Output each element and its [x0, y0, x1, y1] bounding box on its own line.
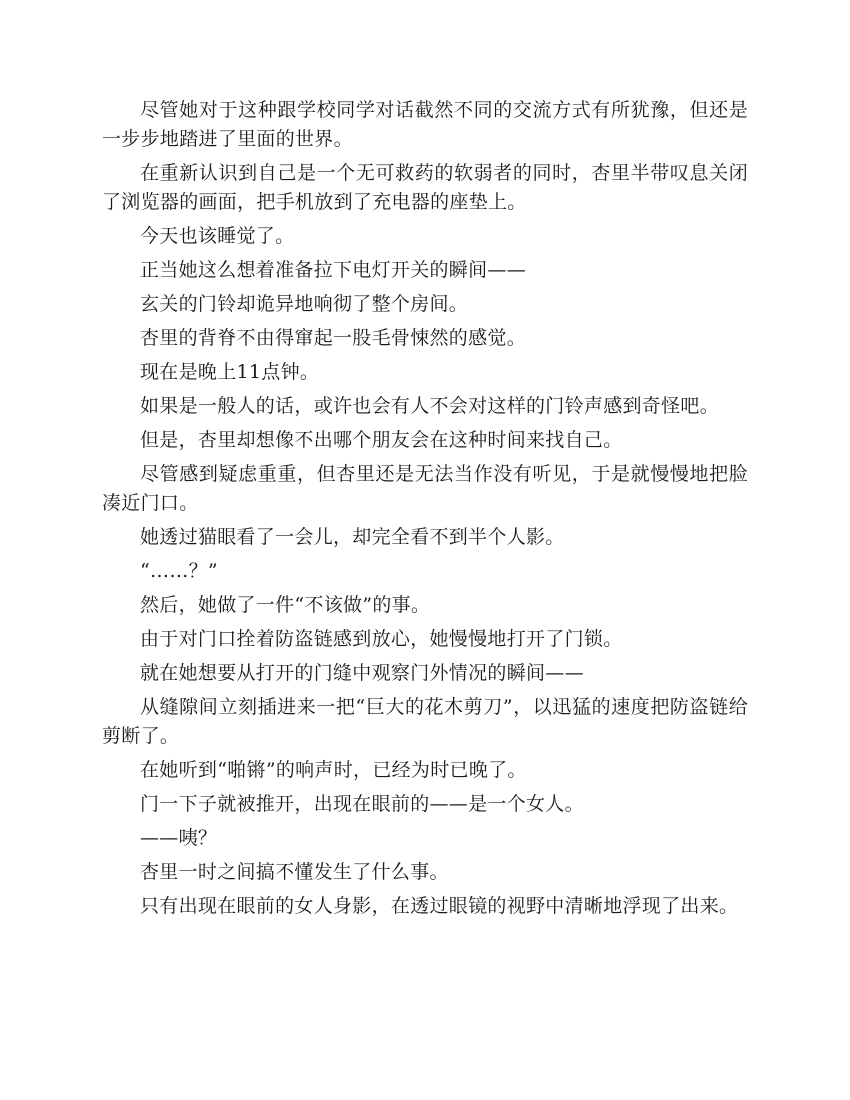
paragraph: 杏里的背脊不由得窜起一股毛骨悚然的感觉。: [140, 327, 527, 349]
paragraph: 杏里一时之间搞不懂发生了什么事。: [140, 861, 449, 883]
paragraph: 尽管她对于这种跟学校同学对话截然不同的交流方式有所犹豫，但还是一步步地踏进了里面的世界。: [102, 99, 748, 150]
paragraph: ——咦？: [140, 827, 218, 849]
paragraph: 在她听到“啪锵”的响声时，已经为时已晚了。: [140, 759, 527, 781]
paragraph: 门一下子就被推开，出现在眼前的——是一个女人。: [140, 793, 584, 815]
paragraph: 她透过猫眼看了一会儿，却完全看不到半个人影。: [140, 526, 565, 548]
paragraph: 如果是一般人的话，或许也会有人不会对这样的门铃声感到奇怪吧。: [140, 395, 720, 417]
paragraph: 正当她这么想着准备拉下电灯开关的瞬间——: [140, 259, 527, 281]
paragraph: 只有出现在眼前的女人身影，在透过眼镜的视野中清晰地浮现了出来。: [140, 895, 739, 917]
paragraph: 今天也该睡觉了。: [140, 225, 295, 247]
paragraph: 然后，她做了一件“不该做”的事。: [140, 594, 431, 616]
paragraph: 就在她想要从打开的门缝中观察门外情况的瞬间——: [140, 662, 584, 684]
paragraph: 玄关的门铃却诡异地响彻了整个房间。: [140, 293, 469, 315]
document-page: [102, 96, 748, 926]
paragraph: 现在是晚上11点钟。: [140, 361, 320, 383]
paragraph: 尽管感到疑虑重重，但杏里还是无法当作没有听见，于是就慢慢地把脸凑近门口。: [102, 463, 748, 514]
paragraph: 但是，杏里却想像不出哪个朋友会在这种时间来找自己。: [140, 429, 623, 451]
paragraph: “……？”: [140, 560, 218, 582]
paragraph: 在重新认识到自己是一个无可救药的软弱者的同时，杏里半带叹息关闭了浏览器的画面，把手机放到了充电器的座垫上。: [102, 162, 748, 213]
paragraph: 由于对门口拴着防盗链感到放心，她慢慢地打开了门锁。: [140, 628, 623, 650]
paragraph: 从缝隙间立刻插进来一把“巨大的花木剪刀”，以迅猛的速度把防盗链给剪断了。: [102, 696, 748, 747]
